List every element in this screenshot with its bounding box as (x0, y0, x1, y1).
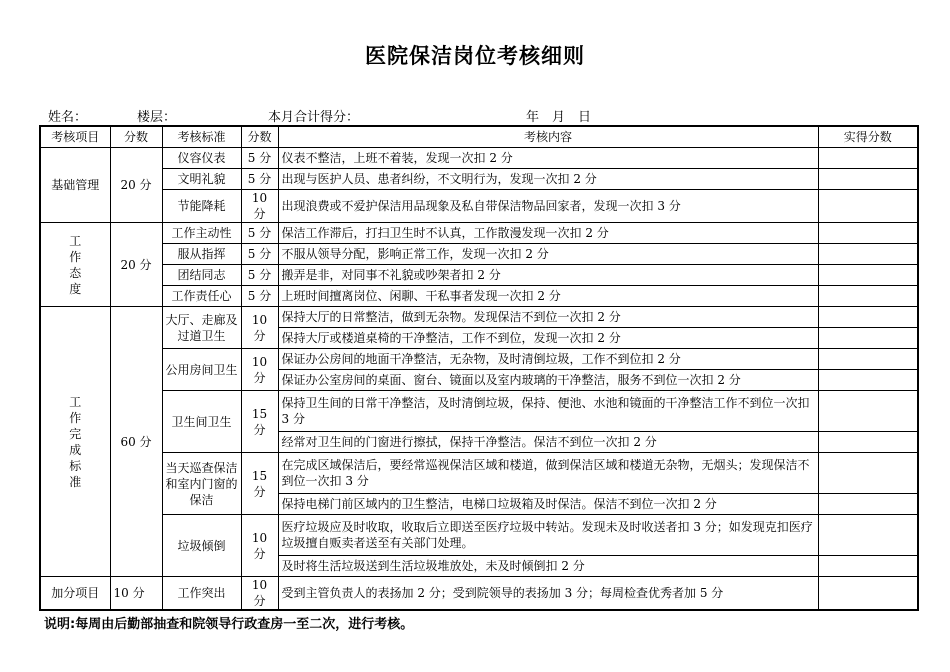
actual-score-cell[interactable] (818, 432, 918, 453)
footnote: 说明:每周由后勤部抽查和院领导行政查房一至二次，进行考核。 (44, 617, 414, 632)
content-cell: 搬弄是非，对同事不礼貌或吵架者扣 2 分 (278, 265, 818, 286)
table-row (40, 244, 918, 265)
col-header-standard-score: 分数 (241, 126, 278, 148)
actual-score-cell[interactable] (818, 453, 918, 494)
standard-score: 15 分 (241, 453, 278, 515)
table-row (40, 169, 918, 190)
section-score: 20 分 (110, 223, 162, 307)
actual-score-cell[interactable] (818, 556, 918, 577)
standard-name: 工作主动性 (162, 223, 241, 244)
content-cell: 保持电梯门前区域内的卫生整洁，电梯口垃圾箱及时保洁。保洁不到位一次扣 2 分 (278, 494, 818, 515)
table-row (40, 148, 918, 169)
standard-name: 节能降耗 (162, 190, 241, 223)
actual-score-cell[interactable] (818, 148, 918, 169)
standard-score: 5 分 (241, 286, 278, 307)
actual-score-cell[interactable] (818, 190, 918, 223)
table-row (40, 453, 918, 494)
section-score: 10 分 (110, 577, 162, 611)
section-score: 20 分 (110, 148, 162, 223)
content-cell: 不服从领导分配，影响正常工作，发现一次扣 2 分 (278, 244, 818, 265)
standard-name: 仪容仪表 (162, 148, 241, 169)
content-cell: 保洁工作滞后，打扫卫生时不认真，工作散漫发现一次扣 2 分 (278, 223, 818, 244)
standard-name: 团结同志 (162, 265, 241, 286)
table-row (40, 307, 918, 328)
actual-score-cell[interactable] (818, 286, 918, 307)
score-total-label: 本月合计得分： (268, 110, 360, 125)
col-header-score: 分数 (110, 126, 162, 148)
actual-score-cell[interactable] (818, 223, 918, 244)
actual-score-cell[interactable] (818, 169, 918, 190)
col-header-content: 考核内容 (278, 126, 818, 148)
actual-score-cell[interactable] (818, 515, 918, 556)
standard-name: 大厅、走廊及过道卫生 (162, 307, 241, 349)
standard-score: 5 分 (241, 169, 278, 190)
content-cell: 医疗垃圾应及时收取，收取后立即送至医疗垃圾中转站。发现未及时收送者扣 3 分；如发现克扣医疗垃圾擅自贩卖者送至有关部门处理。 (278, 515, 818, 556)
standard-score: 10 分 (241, 515, 278, 577)
standard-name: 文明礼貌 (162, 169, 241, 190)
content-cell: 及时将生活垃圾送到生活垃圾堆放处，未及时倾倒扣 2 分 (278, 556, 818, 577)
table-header-row (40, 126, 918, 148)
standard-name: 工作突出 (162, 577, 241, 611)
col-header-actual-score: 实得分数 (818, 126, 918, 148)
floor-label: 楼层： (137, 110, 177, 125)
standard-name: 服从指挥 (162, 244, 241, 265)
section-score: 60 分 (110, 307, 162, 577)
standard-score: 5 分 (241, 244, 278, 265)
standard-name: 卫生间卫生 (162, 391, 241, 453)
section-item: 加分项目 (40, 577, 110, 611)
name-label: 姓名： (48, 110, 88, 125)
content-cell: 保持大厅的日常整洁，做到无杂物。发现保洁不到位一次扣 2 分 (278, 307, 818, 328)
standard-name: 工作责任心 (162, 286, 241, 307)
actual-score-cell[interactable] (818, 265, 918, 286)
content-cell: 保持卫生间的日常干净整洁，及时清倒垃圾，保持、便池、水池和镜面的干净整洁工作不到位一次扣 3 分 (278, 391, 818, 432)
table-row (40, 286, 918, 307)
col-header-item: 考核项目 (40, 126, 110, 148)
standard-score: 5 分 (241, 265, 278, 286)
content-cell: 保持大厅或楼道桌椅的干净整洁，工作不到位，发现一次扣 2 分 (278, 328, 818, 349)
table-row (40, 349, 918, 370)
standard-name: 垃圾倾倒 (162, 515, 241, 577)
section-item: 工 作 完 成 标 准 (40, 307, 110, 577)
content-cell: 出现与医护人员、患者纠纷，不文明行为，发现一次扣 2 分 (278, 169, 818, 190)
standard-score: 5 分 (241, 148, 278, 169)
table-row (40, 265, 918, 286)
section-item: 工 作 态 度 (40, 223, 110, 307)
actual-score-cell[interactable] (818, 349, 918, 370)
table-row (40, 515, 918, 556)
standard-name: 公用房间卫生 (162, 349, 241, 391)
content-cell: 在完成区域保洁后，要经常巡视保洁区域和楼道，做到保洁区域和楼道无杂物，无烟头；发现保洁不到位一次扣 3 分 (278, 453, 818, 494)
content-cell: 上班时间擅离岗位、闲聊、干私事者发现一次扣 2 分 (278, 286, 818, 307)
table-row (40, 391, 918, 432)
standard-score: 10 分 (241, 307, 278, 349)
actual-score-cell[interactable] (818, 494, 918, 515)
standard-name: 当天巡查保洁和室内门窗的保洁 (162, 453, 241, 515)
standard-score: 10 分 (241, 577, 278, 611)
actual-score-cell[interactable] (818, 244, 918, 265)
content-cell: 经常对卫生间的门窗进行擦拭，保持干净整洁。保洁不到位一次扣 2 分 (278, 432, 818, 453)
actual-score-cell[interactable] (818, 370, 918, 391)
col-header-standard: 考核标准 (162, 126, 241, 148)
content-cell: 受到主管负责人的表扬加 2 分；受到院领导的表扬加 3 分；每周检查优秀者加 5 分 (278, 577, 818, 611)
actual-score-cell[interactable] (818, 391, 918, 432)
actual-score-cell[interactable] (818, 307, 918, 328)
table-row (40, 190, 918, 223)
table-row (40, 223, 918, 244)
actual-score-cell[interactable] (818, 328, 918, 349)
page-title: 医院保洁岗位考核细则 (365, 43, 585, 68)
date-label: 年 月 日 (526, 110, 592, 125)
content-cell: 保证办公室房间的桌面、窗台、镜面以及室内玻璃的干净整洁，服务不到位一次扣 2 分 (278, 370, 818, 391)
content-cell: 仪表不整洁，上班不着装，发现一次扣 2 分 (278, 148, 818, 169)
standard-score: 10 分 (241, 349, 278, 391)
standard-score: 5 分 (241, 223, 278, 244)
standard-score: 15 分 (241, 391, 278, 453)
content-cell: 保证办公房间的地面干净整洁，无杂物，及时清倒垃圾，工作不到位扣 2 分 (278, 349, 818, 370)
section-item: 基础管理 (40, 148, 110, 223)
standard-score: 10 分 (241, 190, 278, 223)
assessment-table (39, 125, 919, 611)
actual-score-cell[interactable] (818, 577, 918, 611)
table-row (40, 577, 918, 611)
content-cell: 出现浪费或不爱护保洁用品现象及私自带保洁物品回家者，发现一次扣 3 分 (278, 190, 818, 223)
